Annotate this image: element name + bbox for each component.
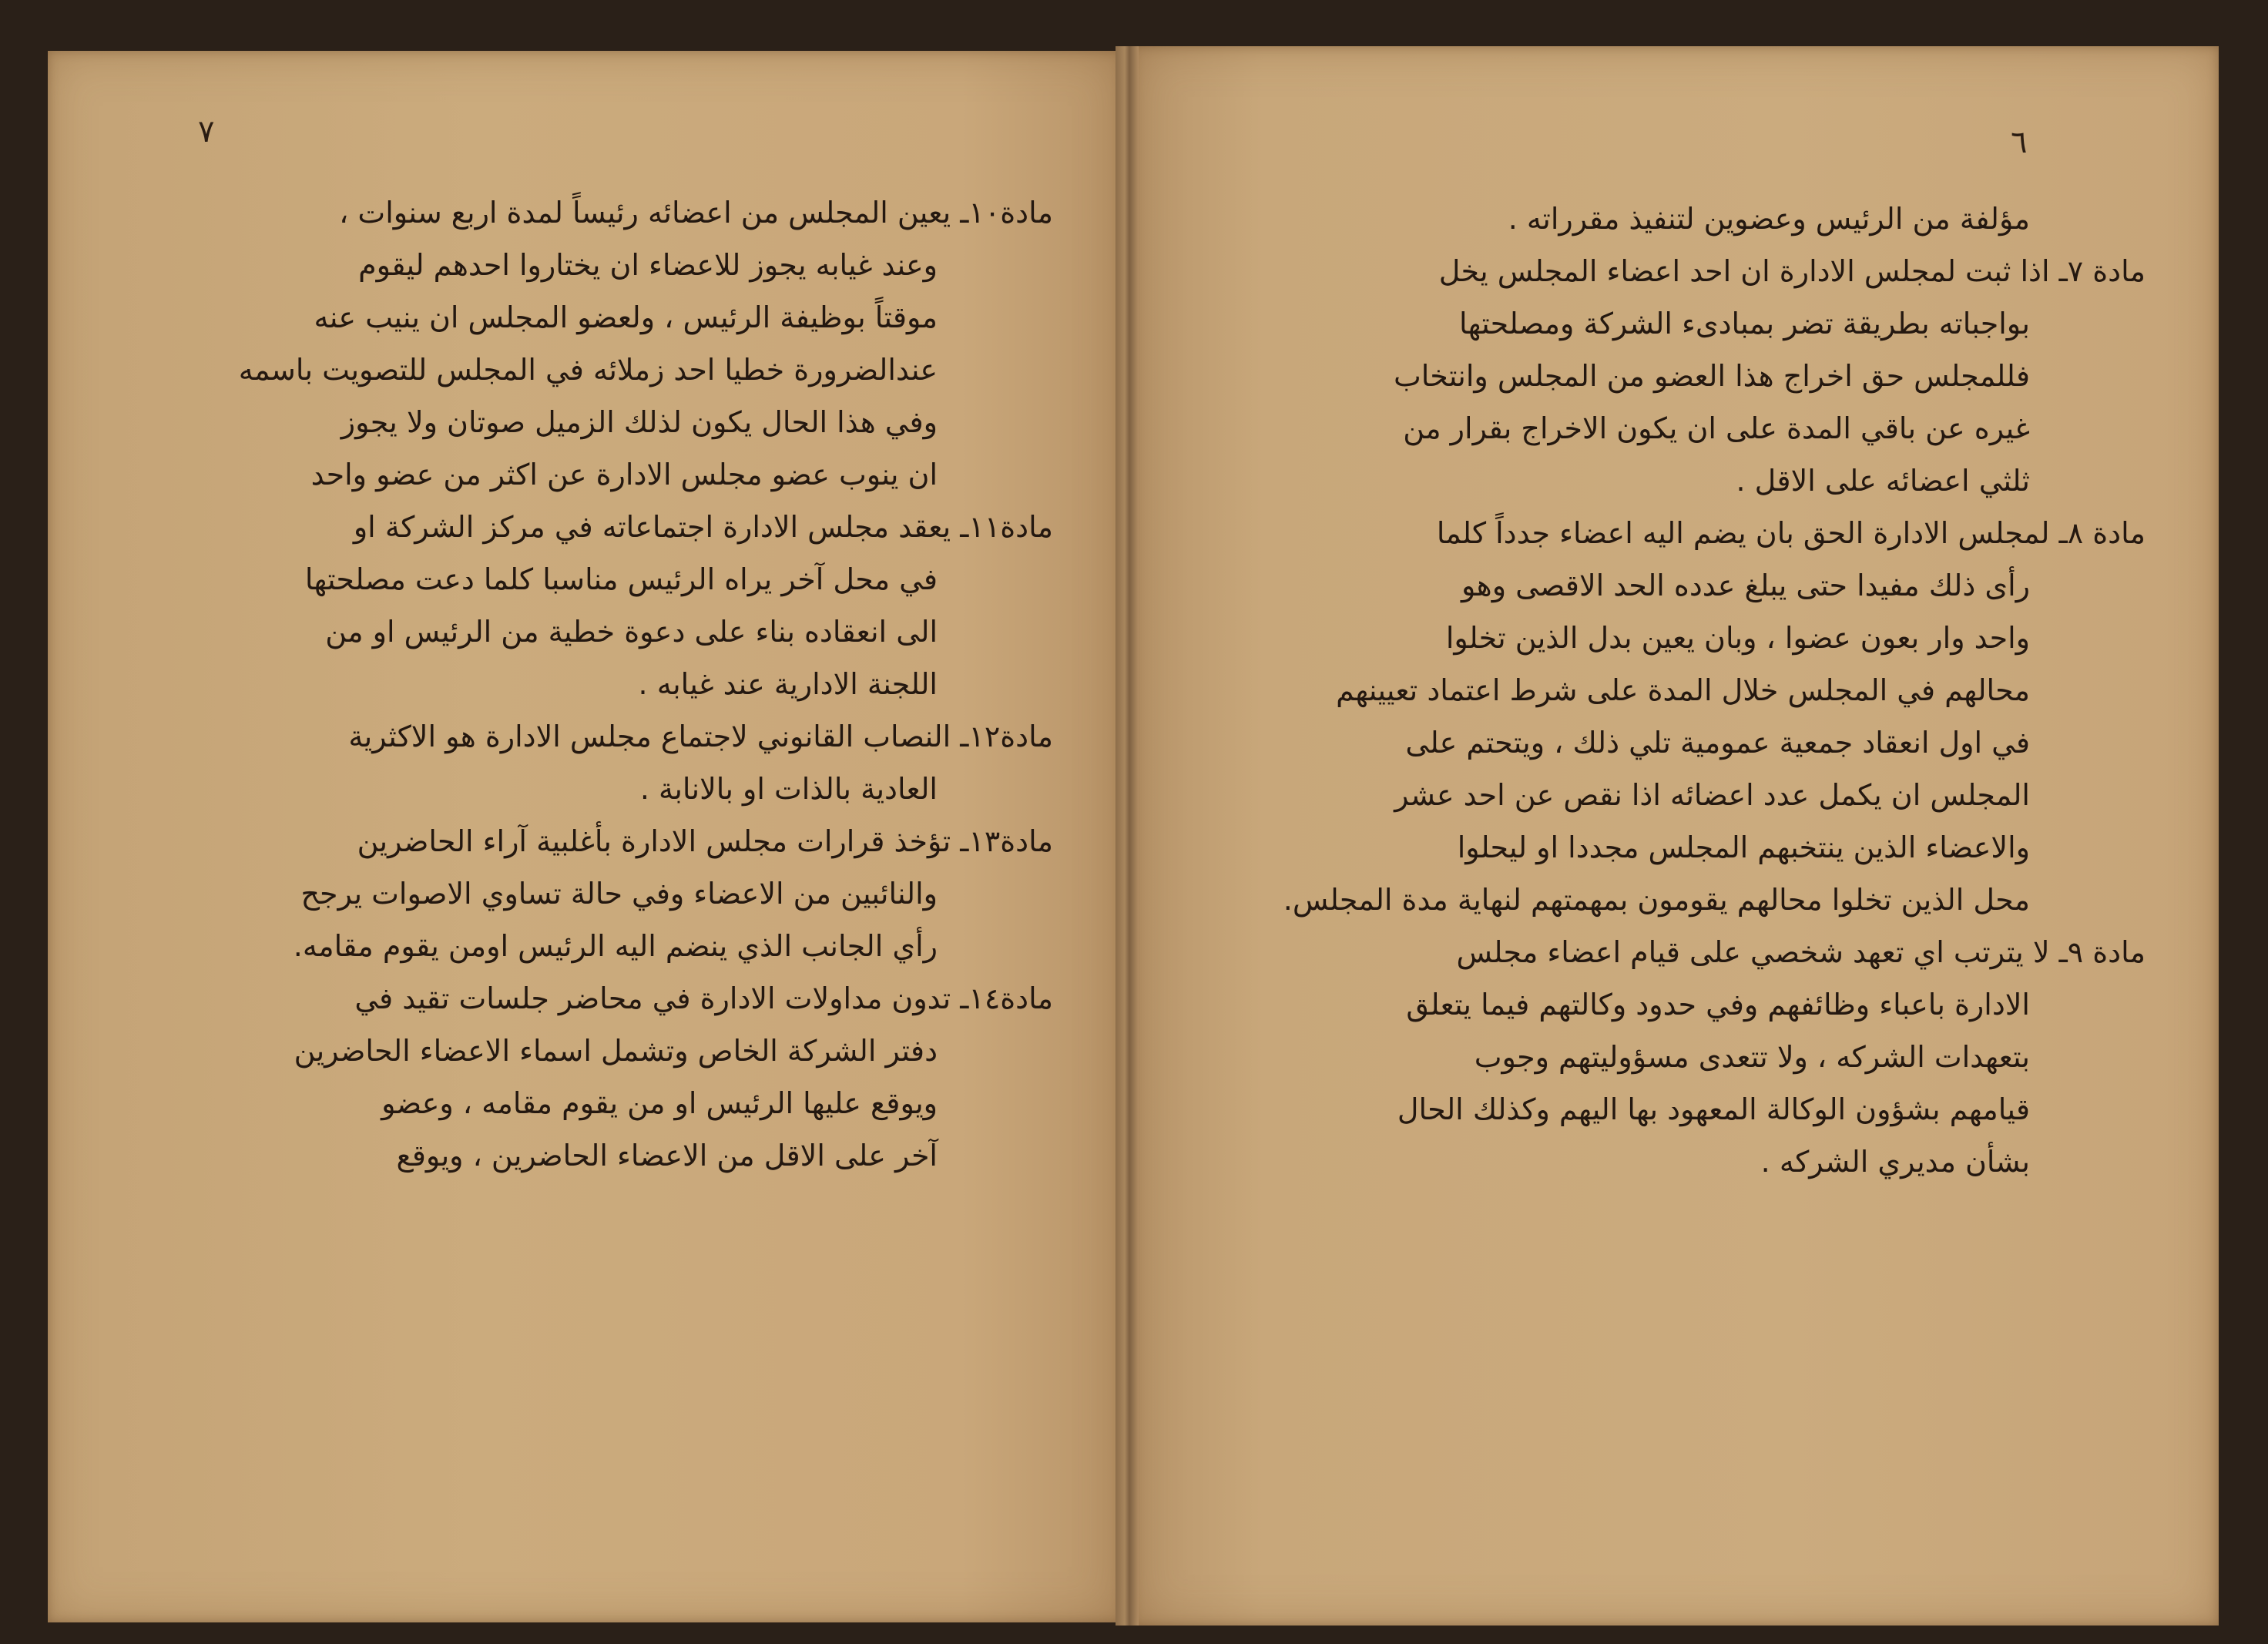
left-page-text-line: عندالضرورة خطيا احد زملائه في المجلس للتصويت باسمه	[238, 353, 938, 387]
left-page-text-line: مادة١٠ـ يعين المجلس من اعضائه رئيساً لمدة اربع سنوات ،	[339, 196, 1053, 230]
right-page-text-line: مادة ٨ـ لمجلس الادارة الحق بان يضم اليه اعضاء جدداً كلما	[1436, 516, 2146, 550]
right-page-text-line: فللمجلس حق اخراج هذا العضو من المجلس وانتخاب	[1393, 359, 2030, 393]
right-page-text-line: رأى ذلك مفيدا حتى يبلغ عدده الحد الاقصى وهو	[1461, 569, 2030, 602]
left-page-text-line: الى انعقاده بناء على دعوة خطية من الرئيس او من	[325, 615, 938, 649]
left-page-text-line: دفتر الشركة الخاص وتشمل اسماء الاعضاء الحاضرين	[294, 1034, 938, 1068]
right-page-text-line: قيامهم بشؤون الوكالة المعهود بها اليهم وكذلك الحال	[1397, 1092, 2030, 1126]
right-page-text-line: غيره عن باقي المدة على ان يكون الاخراج بقرار من	[1403, 411, 2030, 445]
left-page-text-line: مادة١٣ـ تؤخذ قرارات مجلس الادارة بأغلبية آراء الحاضرين	[357, 824, 1053, 858]
left-page-text-line: رأي الجانب الذي ينضم اليه الرئيس اومن يقوم مقامه.	[293, 929, 938, 963]
left-page-text-line: موقتاً بوظيفة الرئيس ، ولعضو المجلس ان ينيب عنه	[314, 300, 938, 334]
left-page-text-line: وعند غيابه يجوز للاعضاء ان يختاروا احدهم ليقوم	[358, 248, 938, 282]
right-page-text-line: والاعضاء الذين ينتخبهم المجلس مجددا او ليحلوا	[1457, 830, 2030, 864]
right-page-text-line: مادة ٧ـ اذا ثبت لمجلس الادارة ان احد اعضاء المجلس يخل	[1438, 254, 2146, 288]
left-page-text-line: اللجنة الادارية عند غيابه .	[638, 667, 938, 701]
right-page-text	[1206, 193, 2146, 1188]
book-spine	[1116, 46, 1139, 1626]
left-page-text-line: وفي هذا الحال يكون لذلك الزميل صوتان ولا يجوز	[341, 405, 938, 439]
right-page-text-line: المجلس ان يكمل عدد اعضائه اذا نقص عن احد عشر	[1394, 778, 2030, 812]
right-page	[1132, 46, 2219, 1626]
right-page-text-line: في اول انعقاد جمعية عمومية تلي ذلك ، ويتحتم على	[1405, 726, 2030, 760]
left-page-text-line: آخر على الاقل من الاعضاء الحاضرين ، ويوقع	[396, 1139, 938, 1173]
right-page-text-line: مادة ٩ـ لا يترتب اي تعهد شخصي على قيام اعضاء مجلس	[1456, 935, 2146, 969]
left-page-text-line: مادة١١ـ يعقد مجلس الادارة اجتماعاته في مركز الشركة او	[353, 510, 1053, 544]
right-page-text-line: ثلثي اعضائه على الاقل .	[1736, 464, 2030, 498]
right-page-text-line: بشأن مديري الشركه .	[1760, 1145, 2030, 1179]
right-page-text-line: مؤلفة من الرئيس وعضوين لتنفيذ مقرراته .	[1508, 202, 2030, 236]
right-page-text-line: واحد وار بعون عضوا ، وبان يعين بدل الذين تخلوا	[1445, 621, 2030, 655]
right-page-text-line: بواجباته بطريقة تضر بمبادىء الشركة ومصلحتها	[1459, 307, 2030, 341]
left-page-text-line: مادة١٤ـ تدون مداولات الادارة في محاضر جلسات تقيد في	[354, 981, 1053, 1015]
left-page	[48, 51, 1122, 1622]
left-page-text-line: ان ينوب عضو مجلس الادارة عن اكثر من عضو واحد	[310, 458, 938, 492]
left-page-text	[129, 186, 1053, 1182]
left-page-text-line: في محل آخر يراه الرئيس مناسبا كلما دعت مصلحتها	[304, 562, 938, 596]
right-page-text-line: محالهم في المجلس خلال المدة على شرط اعتماد تعيينهم	[1336, 673, 2030, 707]
left-page-number: ٧	[198, 114, 215, 149]
left-page-text-line: والنائبين من الاعضاء وفي حالة تساوي الاصوات يرجح	[300, 877, 938, 911]
left-page-text-line: ويوقع عليها الرئيس او من يقوم مقامه ، وعضو	[381, 1086, 938, 1120]
right-page-number: ٦	[2011, 125, 2028, 160]
left-page-text-line: العادية بالذات او بالانابة .	[639, 772, 938, 806]
right-page-text-line: الادارة باعباء وظائفهم وفي حدود وكالتهم فيما يتعلق	[1406, 988, 2030, 1022]
right-page-text-line: محل الذين تخلوا محالهم يقومون بمهمتهم لنهاية مدة المجلس.	[1283, 883, 2030, 917]
left-page-text-line: مادة١٢ـ النصاب القانوني لاجتماع مجلس الادارة هو الاكثرية	[348, 720, 1053, 753]
right-page-text-line: بتعهدات الشركه ، ولا تتعدى مسؤوليتهم وجوب	[1474, 1040, 2030, 1074]
